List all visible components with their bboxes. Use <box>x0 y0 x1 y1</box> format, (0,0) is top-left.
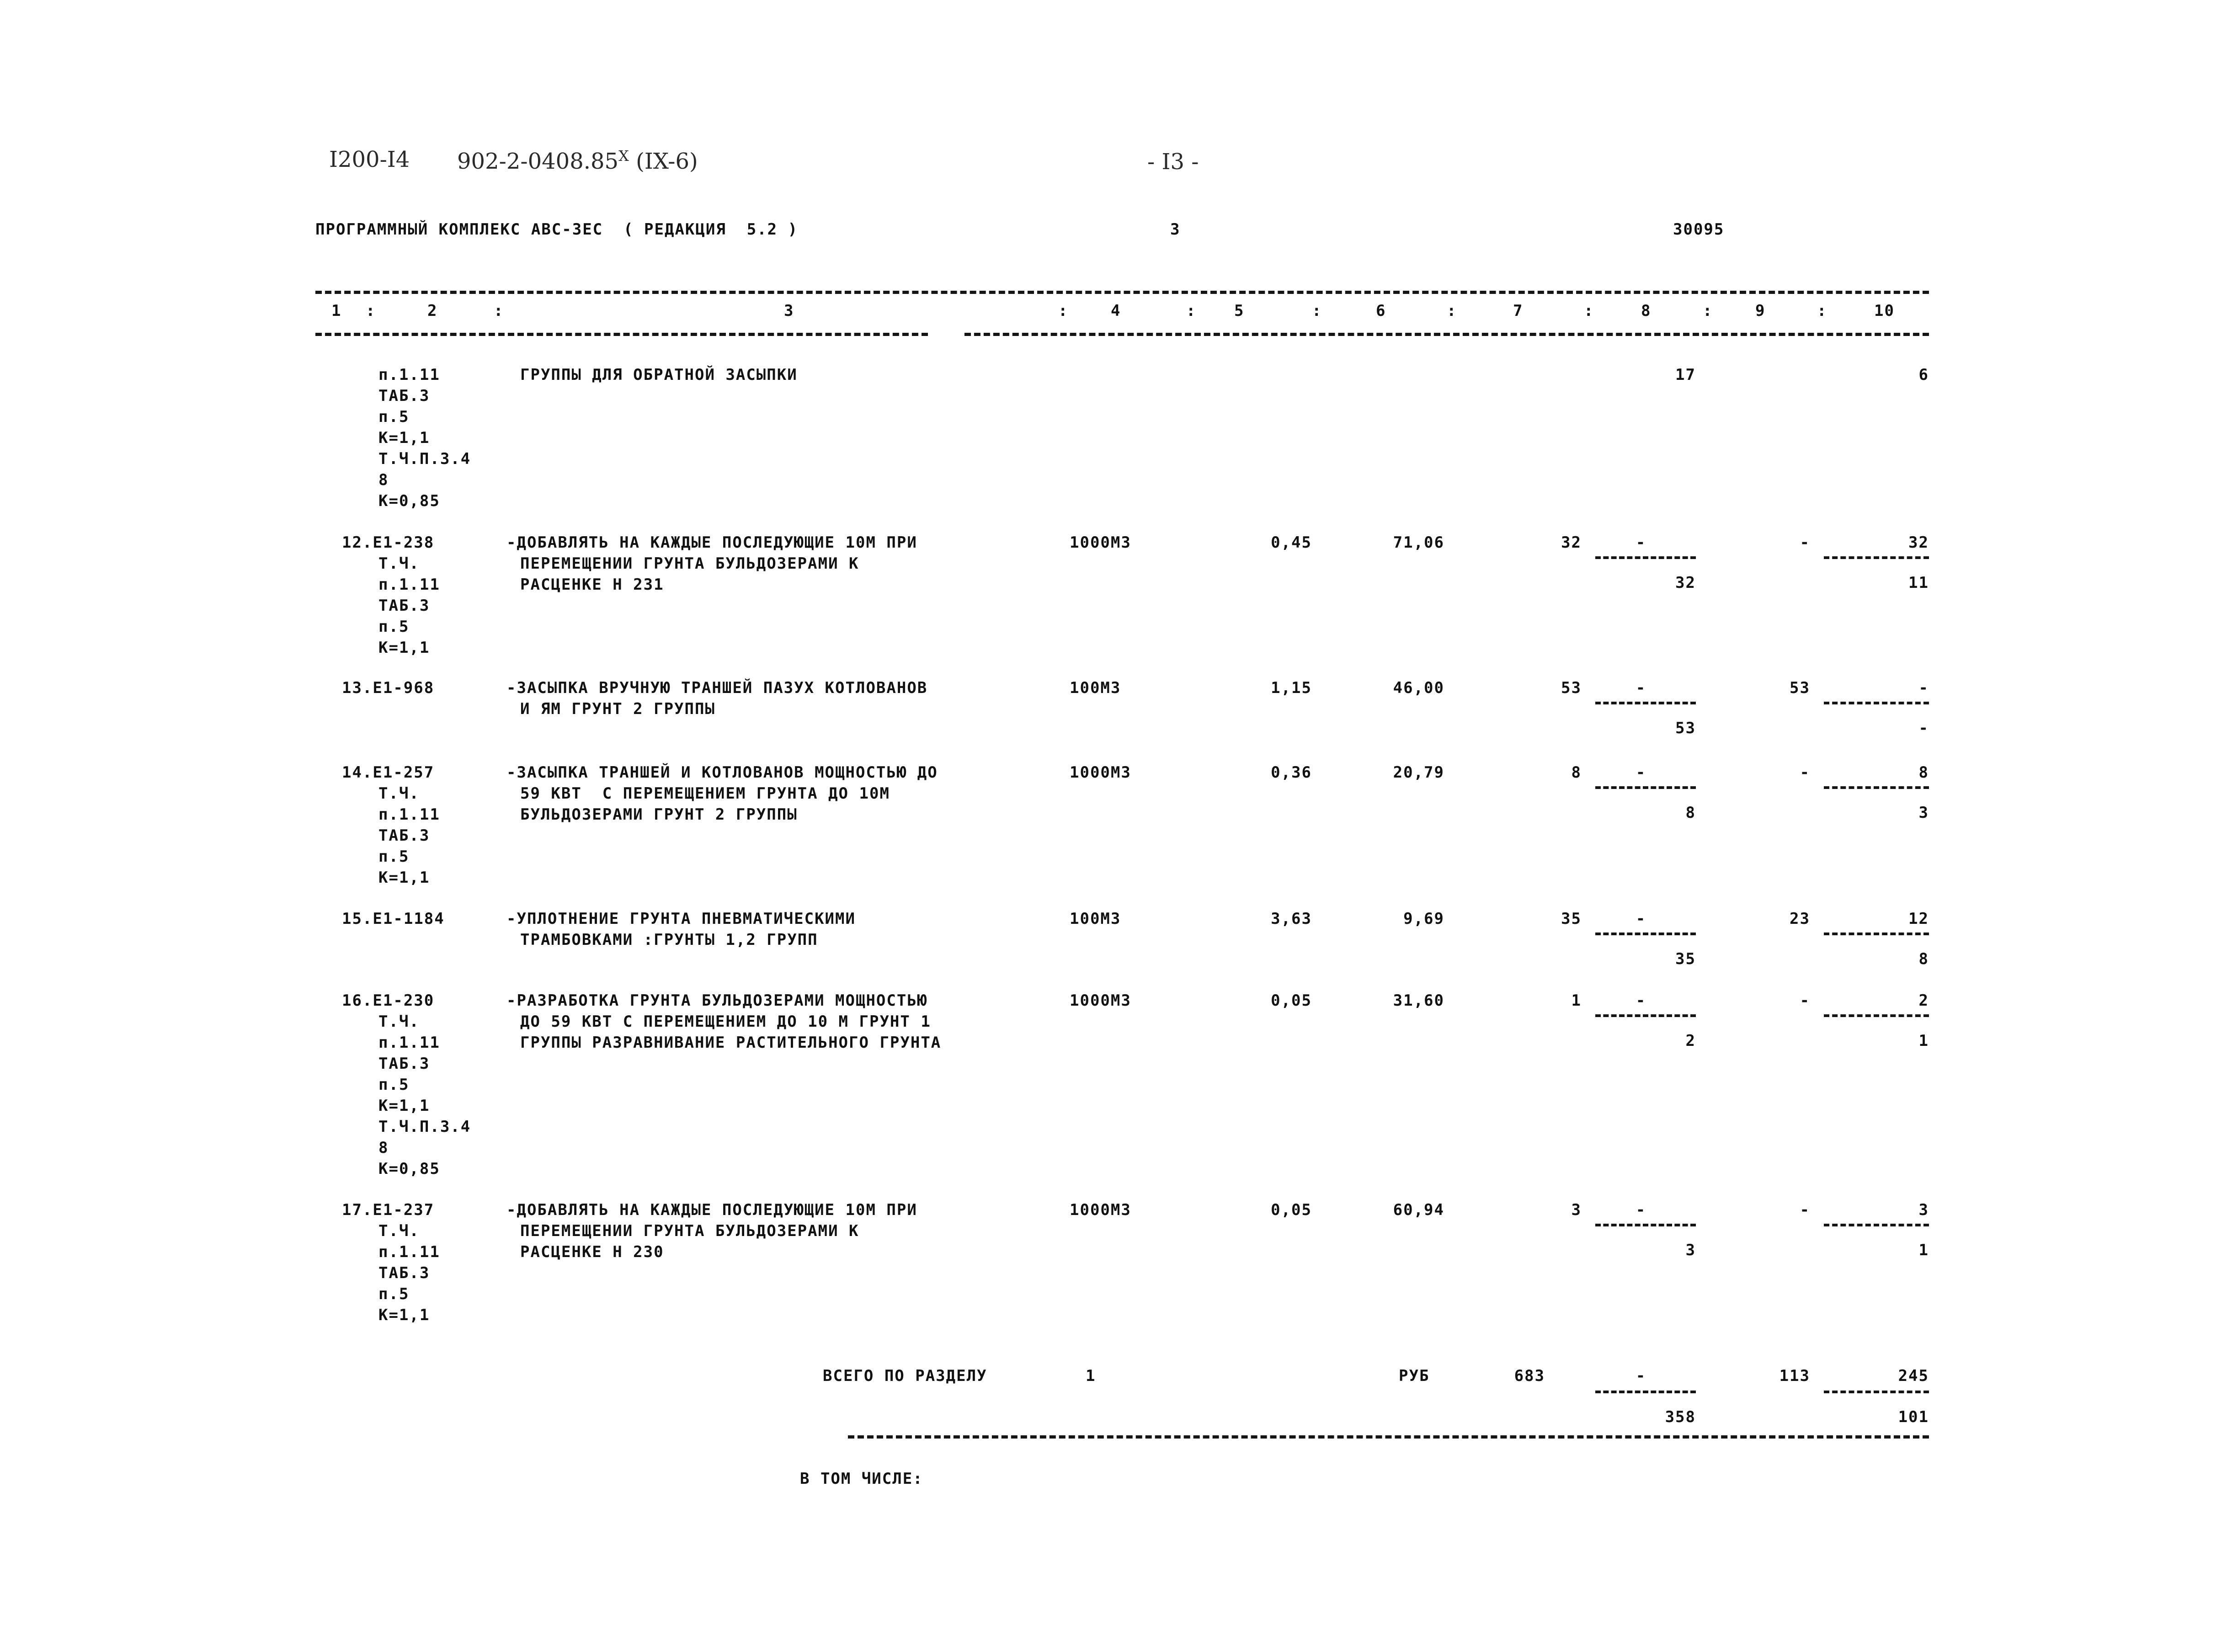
row-description: ПЕРЕМЕЩЕНИИ ГРУНТА БУЛЬДОЗЕРАМИ К <box>520 1222 859 1240</box>
row-reference: 13.Е1-968 <box>342 679 435 697</box>
row-unit: 1000М3 <box>1070 533 1131 552</box>
row-unit: 100М3 <box>1070 679 1121 697</box>
row-col9: - <box>1800 533 1810 552</box>
row-col8-bottom: 17 <box>1675 366 1696 384</box>
column-separator-5: : <box>1312 302 1322 320</box>
column-number-8: 8 <box>1641 302 1652 320</box>
total-col8-top: - <box>1636 1367 1646 1385</box>
row-description: 59 КВТ С ПЕРЕМЕЩЕНИЕМ ГРУНТА ДО 10М <box>520 784 890 803</box>
row-reference: 17.Е1-237 <box>342 1201 435 1219</box>
row-col10-top: - <box>1918 679 1929 697</box>
row-unit-price: 20,79 <box>1393 763 1444 782</box>
column-separator-7: : <box>1584 302 1594 320</box>
total-col10-rule <box>1824 1391 1929 1393</box>
row-col10-bottom: 3 <box>1918 804 1929 822</box>
row-col10-top: 12 <box>1908 910 1929 928</box>
row-reference-note: 8 <box>378 1139 389 1157</box>
row-unit: 100М3 <box>1070 910 1121 928</box>
row-col8-bottom: 8 <box>1685 804 1696 822</box>
row-description: ГРУППЫ ДЛЯ ОБРАТНОЙ ЗАСЫПКИ <box>520 366 798 384</box>
row-col9: - <box>1800 991 1810 1010</box>
row-col10-top: 8 <box>1918 763 1929 782</box>
row-col8-top: - <box>1636 533 1646 552</box>
row-col8-rule <box>1595 786 1696 789</box>
row-col7: 8 <box>1571 763 1582 782</box>
column-separator-9: : <box>1817 302 1827 320</box>
total-col8-rule <box>1595 1391 1696 1393</box>
row-reference-note: п.1.11 <box>378 1034 440 1052</box>
row-col8-top: - <box>1636 1201 1646 1219</box>
row-col7: 1 <box>1571 991 1582 1010</box>
row-col10-bottom: 1 <box>1918 1032 1929 1050</box>
total-col8-bottom: 358 <box>1665 1408 1696 1426</box>
total-col9: 113 <box>1779 1367 1810 1385</box>
column-separator-4: : <box>1186 302 1197 320</box>
row-col10-bottom: 11 <box>1908 574 1929 592</box>
row-description: -ЗАСЫПКА ВРУЧНУЮ ТРАНШЕЙ ПАЗУХ КОТЛОВАНОВ <box>506 679 928 697</box>
row-reference-note: п.5 <box>378 618 410 636</box>
row-reference-note: п.5 <box>378 847 410 866</box>
header-rule-left <box>315 333 928 336</box>
row-reference-note: Т.Ч. <box>378 1013 420 1031</box>
row-reference: 12.Е1-238 <box>342 533 435 552</box>
row-col9: 53 <box>1790 679 1810 697</box>
row-reference-note: п.1.11 <box>378 576 440 594</box>
row-col10-top: 32 <box>1908 533 1929 552</box>
row-col8-bottom: 32 <box>1675 574 1696 592</box>
row-reference-note: К=1,1 <box>378 869 430 887</box>
row-unit-price: 71,06 <box>1393 533 1444 552</box>
row-col8-rule <box>1595 1224 1696 1226</box>
row-reference: п.1.11 <box>378 366 440 384</box>
row-quantity: 3,63 <box>1271 910 1312 928</box>
row-col10-bottom: 1 <box>1918 1241 1929 1259</box>
row-description: ГРУППЫ РАЗРАВНИВАНИЕ РАСТИТЕЛЬНОГО ГРУНТА <box>520 1034 942 1052</box>
column-separator-2: : <box>494 302 504 320</box>
row-reference-note: К=1,1 <box>378 639 430 657</box>
column-number-1: 1 <box>331 302 342 320</box>
row-reference-note: 8 <box>378 471 389 489</box>
row-col10-top: 3 <box>1918 1201 1929 1219</box>
column-number-6: 6 <box>1376 302 1386 320</box>
row-col7: 3 <box>1571 1201 1582 1219</box>
row-unit-price: 9,69 <box>1403 910 1444 928</box>
row-reference-note: ТАБ.3 <box>378 1264 430 1282</box>
row-col8-top: - <box>1636 991 1646 1010</box>
row-reference-note: К=1,1 <box>378 429 430 447</box>
project-code: 902-2-0408.85 <box>457 149 619 174</box>
column-number-10: 10 <box>1874 302 1895 320</box>
row-reference-note: Т.Ч.П.3.4 <box>378 1118 471 1136</box>
row-col8-top: - <box>1636 910 1646 928</box>
row-reference-note: Т.Ч. <box>378 1222 420 1240</box>
row-unit: 1000М3 <box>1070 763 1131 782</box>
row-col10-bottom: 6 <box>1918 366 1929 384</box>
row-reference-note: ТАБ.3 <box>378 826 430 845</box>
row-quantity: 0,36 <box>1271 763 1312 782</box>
row-unit: 1000М3 <box>1070 991 1131 1010</box>
row-col8-bottom: 53 <box>1675 719 1696 737</box>
row-reference: 14.Е1-257 <box>342 763 435 782</box>
row-unit: 1000М3 <box>1070 1201 1131 1219</box>
row-col8-top: - <box>1636 679 1646 697</box>
total-col10-top: 245 <box>1898 1367 1929 1385</box>
column-number-7: 7 <box>1513 302 1524 320</box>
program-title: ПРОГРАММНЫЙ КОМПЛЕКС АВС-ЗЕС ( РЕДАКЦИЯ 5.2 ) <box>315 220 799 239</box>
row-reference-note: К=1,1 <box>378 1306 430 1324</box>
column-number-4: 4 <box>1111 302 1121 320</box>
row-col8-bottom: 35 <box>1675 950 1696 968</box>
row-col10-rule <box>1824 1224 1929 1226</box>
column-separator-6: : <box>1447 302 1457 320</box>
page-number: - I3 - <box>1147 149 1199 175</box>
row-unit-price: 31,60 <box>1393 991 1444 1010</box>
project-number <box>457 149 698 172</box>
row-col7: 35 <box>1561 910 1582 928</box>
row-reference-note: К=0,85 <box>378 1160 440 1178</box>
row-col7: 32 <box>1561 533 1582 552</box>
row-reference-note: ТАБ.3 <box>378 387 430 405</box>
row-col8-rule <box>1595 556 1696 559</box>
table-top-rule <box>315 291 1929 294</box>
row-reference-note: п.5 <box>378 1076 410 1094</box>
row-reference-note: Т.Ч.П.3.4 <box>378 450 471 468</box>
row-description: -УПЛОТНЕНИЕ ГРУНТА ПНЕВМАТИЧЕСКИМИ <box>506 910 856 928</box>
row-quantity: 0,05 <box>1271 1201 1312 1219</box>
row-col9: - <box>1800 1201 1810 1219</box>
row-reference-note: ТАБ.3 <box>378 1055 430 1073</box>
row-description: И ЯМ ГРУНТ 2 ГРУППЫ <box>520 700 715 718</box>
column-number-2: 2 <box>427 302 438 320</box>
row-unit-price: 46,00 <box>1393 679 1444 697</box>
row-unit-price: 60,94 <box>1393 1201 1444 1219</box>
total-label: ВСЕГО ПО РАЗДЕЛУ <box>823 1367 987 1385</box>
row-col10-bottom: 8 <box>1918 950 1929 968</box>
row-description: -ДОБАВЛЯТЬ НА КАЖДЫЕ ПОСЛЕДУЮЩИЕ 10М ПРИ <box>506 1201 917 1219</box>
row-reference-note: К=0,85 <box>378 492 440 510</box>
row-quantity: 0,05 <box>1271 991 1312 1010</box>
row-col8-bottom: 3 <box>1685 1241 1696 1259</box>
row-reference-note: ТАБ.3 <box>378 597 430 615</box>
program-page: 3 <box>1170 220 1181 239</box>
row-quantity: 0,45 <box>1271 533 1312 552</box>
row-reference: 15.Е1-1184 <box>342 910 445 928</box>
row-description: -РАЗРАБОТКА ГРУНТА БУЛЬДОЗЕРАМИ МОЩНОСТЬЮ <box>506 991 928 1010</box>
total-bottom-rule <box>848 1435 1929 1439</box>
row-col7: 53 <box>1561 679 1582 697</box>
row-col8-bottom: 2 <box>1685 1032 1696 1050</box>
row-col8-rule <box>1595 1014 1696 1017</box>
header-rule-right <box>964 333 1929 336</box>
row-col8-top: - <box>1636 763 1646 782</box>
column-separator-1: : <box>366 302 376 320</box>
row-reference-note: Т.Ч. <box>378 784 420 803</box>
row-col10-rule <box>1824 556 1929 559</box>
row-col10-rule <box>1824 1014 1929 1017</box>
project-sheet: (IX-6) <box>636 149 698 174</box>
row-col8-rule <box>1595 933 1696 935</box>
including-label: В ТОМ ЧИСЛЕ: <box>800 1470 923 1488</box>
total-col10-bottom: 101 <box>1898 1408 1929 1426</box>
row-description: ТРАМБОВКАМИ :ГРУНТЫ 1,2 ГРУПП <box>520 931 818 949</box>
row-reference-note: п.5 <box>378 1285 410 1303</box>
column-number-5: 5 <box>1234 302 1245 320</box>
row-reference-note: Т.Ч. <box>378 554 420 573</box>
column-separator-3: : <box>1058 302 1069 320</box>
row-col10-rule <box>1824 702 1929 704</box>
column-number-3: 3 <box>784 302 794 320</box>
row-description: БУЛЬДОЗЕРАМИ ГРУНТ 2 ГРУППЫ <box>520 805 798 824</box>
row-col10-rule <box>1824 933 1929 935</box>
row-description: РАСЦЕНКЕ Н 230 <box>520 1243 664 1261</box>
row-description: ДО 59 КВТ С ПЕРЕМЕЩЕНИЕМ ДО 10 М ГРУНТ 1 <box>520 1013 931 1031</box>
row-col10-bottom: - <box>1918 719 1929 737</box>
row-col10-top: 2 <box>1918 991 1929 1010</box>
row-col10-rule <box>1824 786 1929 789</box>
row-reference-note: п.1.11 <box>378 1243 440 1261</box>
column-number-9: 9 <box>1755 302 1766 320</box>
row-col8-rule <box>1595 702 1696 704</box>
row-reference-note: п.1.11 <box>378 805 440 824</box>
row-reference: 16.Е1-230 <box>342 991 435 1010</box>
row-col9: - <box>1800 763 1810 782</box>
row-description: -ДОБАВЛЯТЬ НА КАЖДЫЕ ПОСЛЕДУЮЩИЕ 10М ПРИ <box>506 533 917 552</box>
row-reference-note: К=1,1 <box>378 1097 430 1115</box>
project-mark: X <box>618 147 629 165</box>
row-description: -ЗАСЫПКА ТРАНШЕЙ И КОТЛОВАНОВ МОЩНОСТЬЮ ДО <box>506 763 938 782</box>
row-col9: 23 <box>1790 910 1810 928</box>
total-currency: РУБ <box>1399 1367 1430 1385</box>
total-section-number: 1 <box>1086 1367 1096 1385</box>
total-col7: 683 <box>1514 1367 1545 1385</box>
column-separator-8: : <box>1703 302 1713 320</box>
row-description: РАСЦЕНКЕ Н 231 <box>520 576 664 594</box>
row-reference-note: п.5 <box>378 408 410 426</box>
document-id: I200-I4 <box>329 147 410 172</box>
row-quantity: 1,15 <box>1271 679 1312 697</box>
row-description: ПЕРЕМЕЩЕНИИ ГРУНТА БУЛЬДОЗЕРАМИ К <box>520 554 859 573</box>
program-code: 30095 <box>1673 220 1725 239</box>
